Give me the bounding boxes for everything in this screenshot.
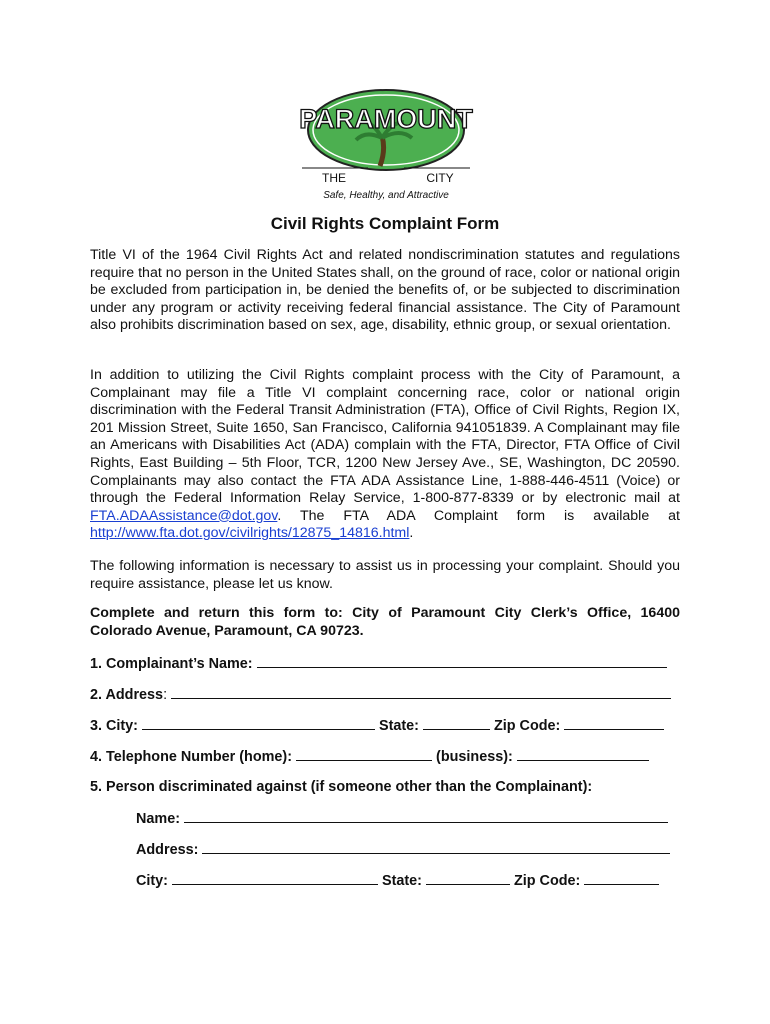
city-logo [296, 88, 476, 208]
zip-field[interactable] [564, 717, 664, 730]
sub-address-label: Address: [136, 842, 199, 858]
city-field[interactable] [142, 717, 375, 730]
zip-label: Zip Code: [493, 718, 561, 734]
sub-state-label: State: [381, 873, 422, 889]
fta-url-link[interactable]: http://www.fta.dot.gov/civilrights/12875_14816.html [90, 525, 410, 542]
telephone-row [90, 748, 649, 765]
return-instructions: Complete and return this form to: City of Paramount City Clerk’s Office, 16400 Colorado Avenue, Paramount, CA 90723. [90, 605, 680, 639]
sub-zip-label: Zip Code: [513, 873, 581, 889]
fta-text-c: . [409, 525, 414, 542]
assistance-paragraph: The following information is necessary to assist us in processing your complaint. Should you require assistance, please let us know. [90, 558, 680, 592]
sub-address-row [136, 841, 670, 858]
person-discriminated-heading: 5. Person discriminated against (if someone other than the Complainant): [90, 779, 593, 795]
sub-state-field[interactable] [426, 872, 510, 885]
city-label: 3. City: [90, 718, 138, 734]
address-colon: : [163, 687, 168, 703]
fta-text-b: . The FTA ADA Complaint form is available at [277, 507, 680, 524]
city-row [90, 717, 664, 734]
sub-name-row [136, 810, 668, 827]
intro-paragraph: Title VI of the 1964 Civil Rights Act and related nondiscrimination statutes and regulations require that no person in the United States shall, on the ground of race, color or national origin be excluded from participation in, be denied the benefits of, or be subjected to discrimination under any program or activity receiving federal financial assistance. The City of Paramount also prohibits discrimination based on sex, age, disability, ethnic group, or sexual orientation. [90, 247, 680, 334]
page-title: Civil Rights Complaint Form [270, 214, 500, 233]
sub-city-field[interactable] [172, 872, 378, 885]
state-label: State: [378, 718, 419, 734]
telephone-business-field[interactable] [517, 748, 649, 761]
complainant-name-row [90, 655, 667, 672]
sub-name-field[interactable] [184, 810, 668, 823]
fta-email-link[interactable]: FTA.ADAAssistance@dot.gov [90, 507, 278, 524]
state-field[interactable] [423, 717, 490, 730]
sub-city-row [136, 872, 659, 889]
telephone-home-field[interactable] [296, 748, 432, 761]
address-field[interactable] [171, 686, 671, 699]
complainant-name-label: 1. Complainant’s Name: [90, 656, 253, 672]
sub-address-field[interactable] [202, 841, 670, 854]
fta-paragraph [90, 367, 680, 543]
address-row [90, 686, 671, 703]
sub-city-label: City: [136, 873, 168, 889]
business-label: (business): [436, 749, 513, 765]
logo-the: THE [322, 171, 346, 185]
sub-name-label: Name: [136, 811, 180, 827]
fta-text-a: In addition to utilizing the Civil Rights complaint process with the City of Paramount, a Complainant may file a Title VI complaint concerning race, color or national origin discrimination with the Federal Transit Administration (FTA), Office of Civil Rights, Region IX, 201 Mission Street, Suite 1650, San Francisco, California 941051839. A Complainant may file an Americans with Disabilities Act (ADA) complain with the FTA, Director, FTA Office of Civil Rights, East Building – 5th Floor, TCR, 1200 New Jersey Ave., SE, Washington, DC 20590. Complainants may also contact the FTA ADA Assistance Line, 1-888-446-4511 (Voice) or through the Federal Information Relay Service, 1-800-877-8339 or by electronic mail at [90, 367, 680, 507]
logo-city: CITY [426, 171, 454, 185]
logo-tagline: Safe, Healthy, and Attractive [323, 190, 449, 201]
address-label: 2. Address [90, 687, 164, 703]
logo-wordmark: PARAMOUNT [299, 104, 473, 134]
paramount-logo-icon [296, 88, 476, 208]
complainant-name-field[interactable] [257, 655, 667, 668]
sub-zip-field[interactable] [584, 872, 659, 885]
telephone-label: 4. Telephone Number (home): [90, 749, 293, 765]
